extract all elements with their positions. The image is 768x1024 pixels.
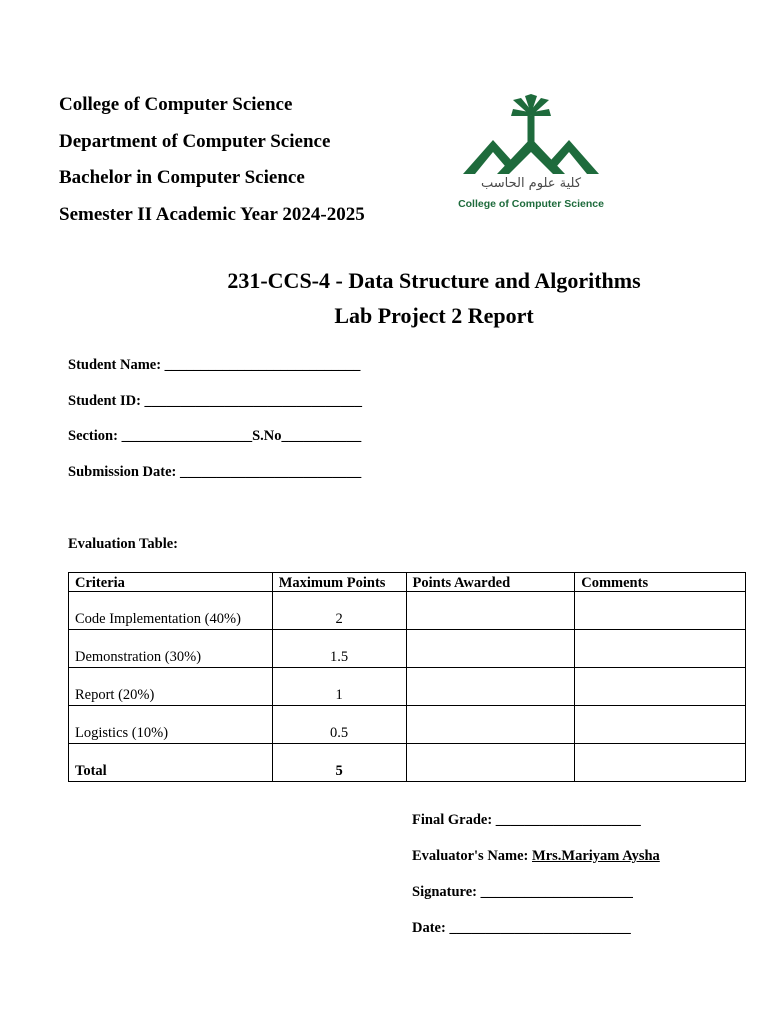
student-id-blank[interactable]: ______________________________ bbox=[140, 393, 363, 409]
signature-field[interactable] bbox=[412, 884, 633, 901]
max-points-cell: 1.5 bbox=[272, 630, 406, 668]
evaluator-name-value: Mrs.Mariyam Aysha bbox=[532, 848, 660, 864]
max-points-cell: 2 bbox=[272, 592, 406, 630]
logo-arabic-text: كلية علوم الحاسب bbox=[480, 176, 582, 191]
submission-date-label: Submission Date: bbox=[68, 464, 177, 480]
criteria-cell: Code Implementation (40%) bbox=[69, 592, 273, 630]
report-title: Lab Project 2 Report bbox=[334, 303, 534, 328]
student-id-field[interactable] bbox=[68, 393, 362, 410]
college-name: College of Computer Science bbox=[59, 94, 293, 115]
date-blank[interactable]: _________________________ bbox=[445, 920, 631, 936]
evaluator-name-field bbox=[412, 848, 660, 865]
table-header-row bbox=[69, 573, 746, 592]
final-grade-field[interactable] bbox=[412, 812, 641, 829]
max-points-cell: 0.5 bbox=[272, 706, 406, 744]
total-points-awarded-cell[interactable] bbox=[406, 744, 575, 782]
points-awarded-cell[interactable] bbox=[406, 668, 575, 706]
course-title: 231-CCS-4 - Data Structure and Algorithms bbox=[227, 268, 641, 293]
total-row bbox=[69, 744, 746, 782]
comments-cell[interactable] bbox=[575, 630, 746, 668]
section-blank[interactable]: __________________ bbox=[117, 428, 253, 444]
palm-swords-emblem-icon bbox=[453, 94, 609, 174]
header-block bbox=[59, 92, 365, 238]
college-logo bbox=[453, 94, 613, 218]
criteria-cell: Report (20%) bbox=[69, 668, 273, 706]
criteria-cell: Demonstration (30%) bbox=[69, 630, 273, 668]
header-comments: Comments bbox=[575, 573, 746, 592]
section-label: Section: bbox=[68, 428, 118, 444]
table-row bbox=[69, 706, 746, 744]
date-field[interactable] bbox=[412, 920, 631, 937]
points-awarded-cell[interactable] bbox=[406, 630, 575, 668]
department-name: Department of Computer Science bbox=[59, 130, 331, 152]
evaluation-table bbox=[68, 572, 746, 782]
header-points-awarded: Points Awarded bbox=[406, 573, 575, 592]
total-max-points-cell: 5 bbox=[272, 744, 406, 782]
student-name-label: Student Name: bbox=[68, 357, 162, 373]
total-comments-cell[interactable] bbox=[575, 744, 746, 782]
student-name-field[interactable] bbox=[68, 357, 360, 374]
sno-label: S.No bbox=[252, 428, 282, 444]
final-grade-blank[interactable]: ____________________ bbox=[492, 812, 641, 828]
comments-cell[interactable] bbox=[575, 706, 746, 744]
points-awarded-cell[interactable] bbox=[406, 706, 575, 744]
date-label: Date: bbox=[412, 920, 446, 936]
table-row bbox=[69, 592, 746, 630]
student-id-label: Student ID: bbox=[68, 393, 141, 409]
program-name: Bachelor in Computer Science bbox=[59, 167, 305, 188]
section-field[interactable] bbox=[68, 428, 361, 445]
comments-cell[interactable] bbox=[575, 592, 746, 630]
table-row bbox=[69, 668, 746, 706]
evaluation-table-label: Evaluation Table: bbox=[68, 536, 178, 552]
header-maximum-points: Maximum Points bbox=[272, 573, 406, 592]
evaluator-name-label: Evaluator's Name: bbox=[412, 848, 529, 864]
logo-english-text: College of Computer Science bbox=[458, 198, 604, 210]
semester-line: Semester II Academic Year 2024-2025 bbox=[59, 203, 365, 225]
total-label-cell: Total bbox=[69, 744, 273, 782]
submission-date-blank[interactable]: _________________________ bbox=[176, 464, 362, 480]
student-name-blank[interactable]: ___________________________ bbox=[161, 357, 361, 373]
final-grade-label: Final Grade: bbox=[412, 812, 493, 828]
submission-date-field[interactable] bbox=[68, 464, 361, 481]
signature-blank[interactable]: _____________________ bbox=[477, 884, 633, 900]
table-row bbox=[69, 630, 746, 668]
comments-cell[interactable] bbox=[575, 668, 746, 706]
points-awarded-cell[interactable] bbox=[406, 592, 575, 630]
criteria-cell: Logistics (10%) bbox=[69, 706, 273, 744]
max-points-cell: 1 bbox=[272, 668, 406, 706]
sno-blank[interactable]: ___________ bbox=[281, 428, 362, 444]
header-criteria: Criteria bbox=[69, 573, 273, 592]
signature-label: Signature: bbox=[412, 884, 477, 900]
